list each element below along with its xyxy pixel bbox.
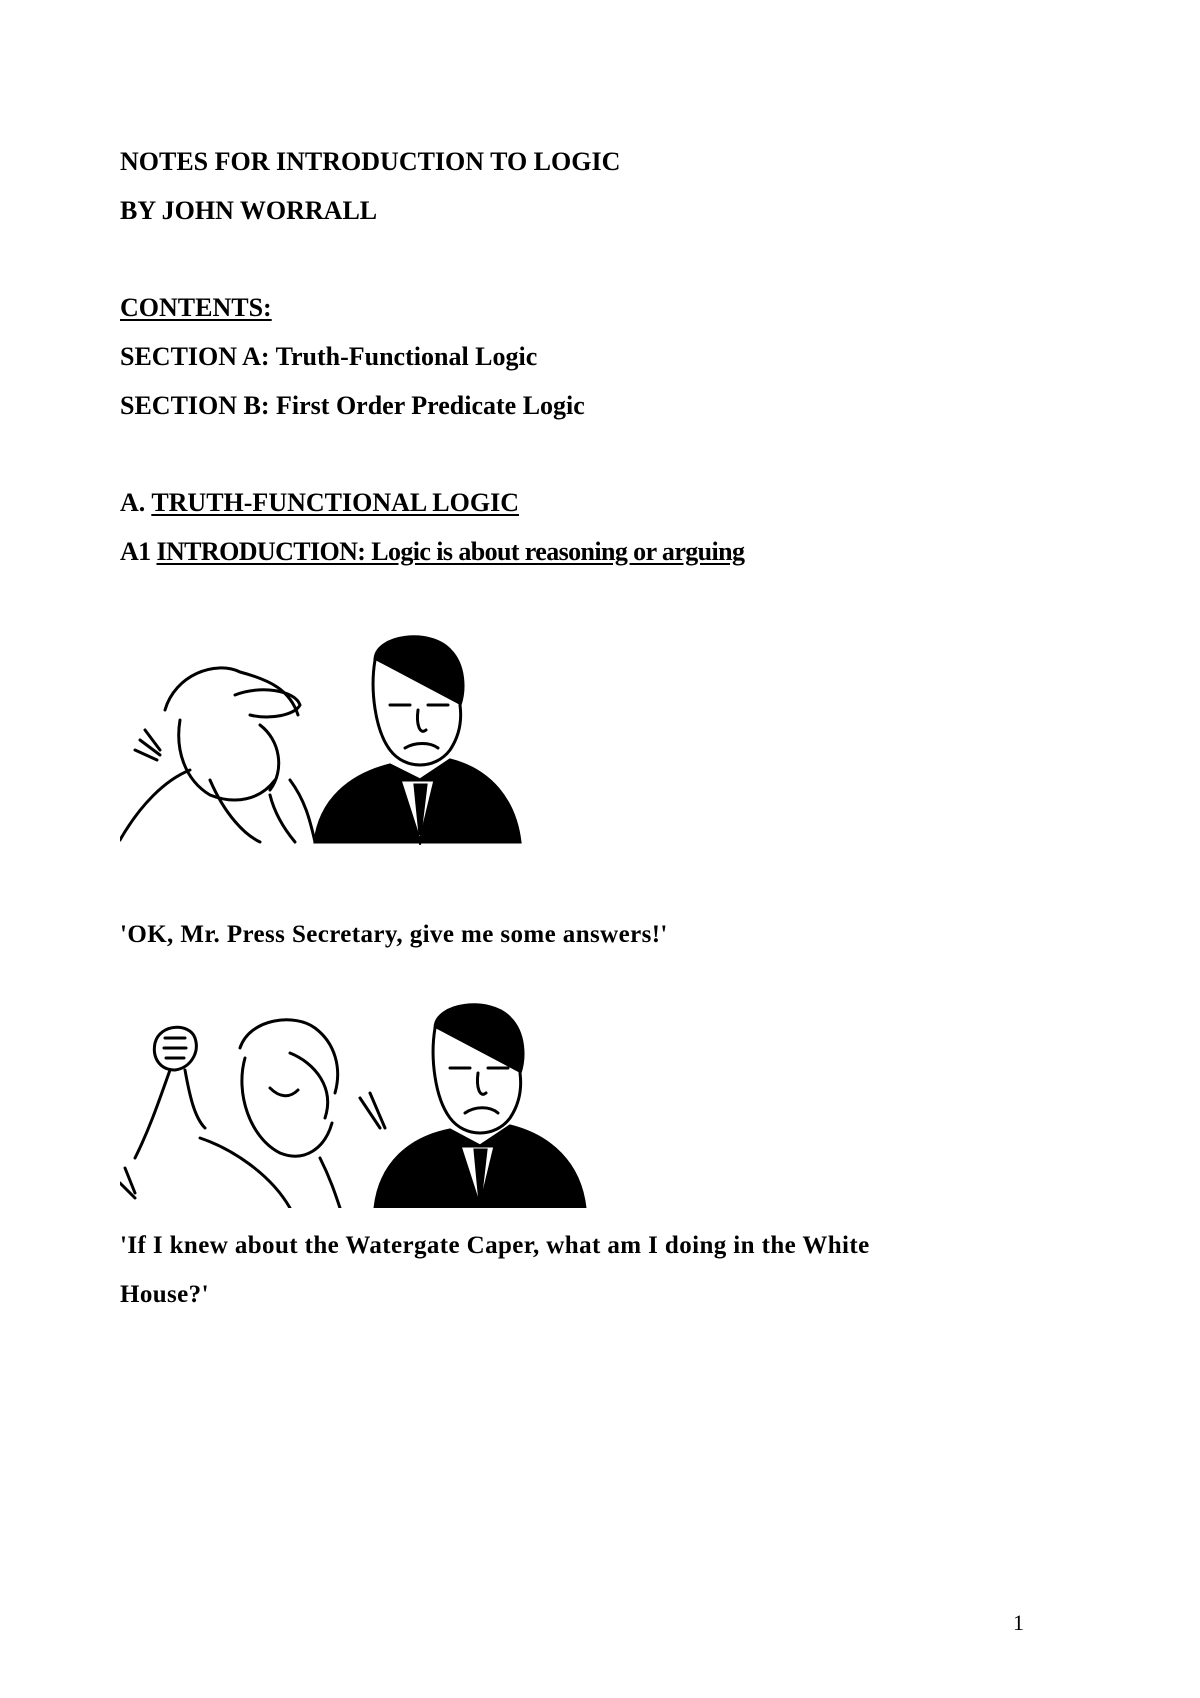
cartoon-caption-2-line-1: 'If I knew about the Watergate Caper, what am I doing in the White: [120, 1232, 870, 1259]
section-a-prefix: A.: [120, 488, 152, 517]
subsection-a1-title: INTRODUCTION: Logic is about reasoning or arguing: [156, 537, 745, 566]
document-title: NOTES FOR INTRODUCTION TO LOGIC: [120, 147, 621, 176]
section-a-heading: [120, 488, 519, 518]
cartoon-illustration-1: [120, 630, 540, 845]
cartoon-caption-2-line-2: House?': [120, 1281, 209, 1308]
contents-item-section-b: SECTION B: First Order Predicate Logic: [120, 391, 585, 420]
subsection-a1-prefix: A1: [120, 537, 157, 566]
document-author: BY JOHN WORRALL: [120, 196, 378, 225]
cartoon-illustration-2: [120, 998, 590, 1208]
section-a-title: TRUTH-FUNCTIONAL LOGIC: [151, 488, 519, 517]
contents-item-section-a: SECTION A: Truth-Functional Logic: [120, 342, 538, 371]
contents-heading: CONTENTS:: [120, 293, 272, 322]
cartoon-caption-1: 'OK, Mr. Press Secretary, give me some answers!': [120, 921, 668, 948]
subsection-a1-heading: [120, 537, 744, 567]
page-number: 1: [1013, 1610, 1024, 1635]
